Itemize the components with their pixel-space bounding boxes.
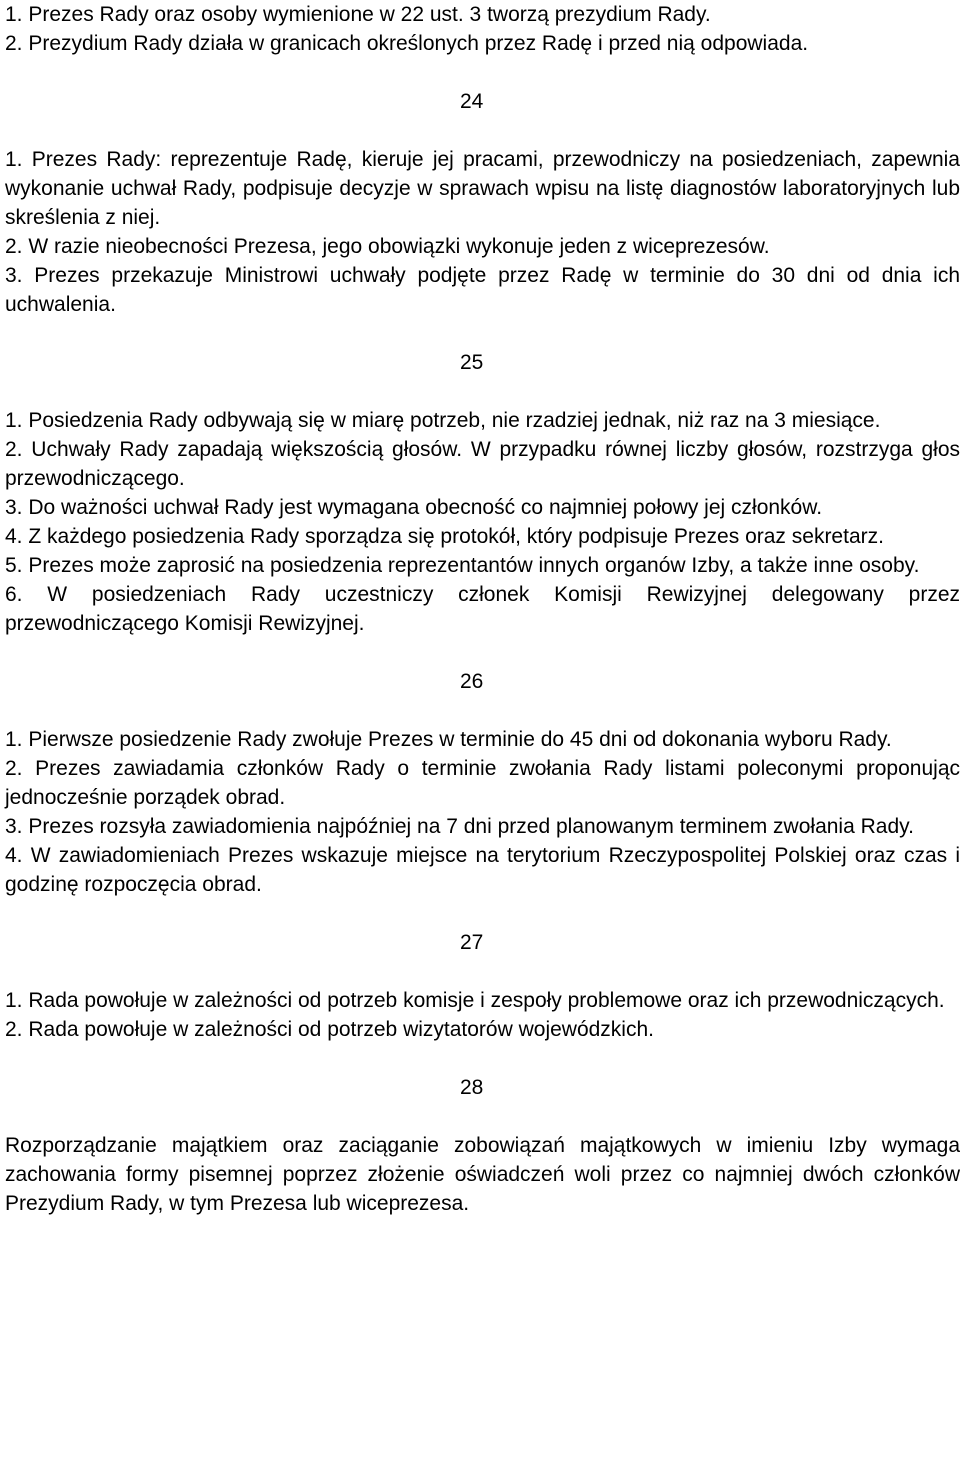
paragraph: 6. W posiedzeniach Rady uczestniczy członek Komisji Rewizyjnej delegowany przez przewodniczącego Komisji Rewizyjnej. [5,583,960,635]
paragraph: 2. W razie nieobecności Prezesa, jego obowiązki wykonuje jeden z wiceprezesów. [5,235,770,258]
paragraph: 4. W zawiadomieniach Prezes wskazuje miejsce na terytorium Rzeczypospolitej Polskiej oraz czas i godzinę rozpoczęcia obrad. [5,844,960,896]
section-24 [5,87,960,319]
paragraph: 2. Rada powołuje w zależności od potrzeb wizytatorów wojewódzkich. [5,1018,654,1041]
section-heading: 26 [460,670,484,693]
paragraph: 2. Uchwały Rady zapadają większością głosów. W przypadku równej liczby głosów, rozstrzyga głos przewodniczącego. [5,438,960,490]
paragraph: 3. Do ważności uchwał Rady jest wymagana obecność co najmniej połowy jej członków. [5,496,823,519]
document-page [5,0,960,1218]
paragraph: 2. Prezydium Rady działa w granicach określonych przez Radę i przed nią odpowiada. [5,32,809,55]
paragraph: 3. Prezes rozsyła zawiadomienia najpóźniej na 7 dni przed planowanym terminem zwołania Rady. [5,815,914,838]
paragraph: 1. Prezes Rady: reprezentuje Radę, kieruje jej pracami, przewodniczy na posiedzeniach, zapewnia wykonanie uchwał Rady, podpisuje decyzje w sprawach wpisu na listę diagnostów laboratoryjnych lub skreślenia z niej. [5,148,960,229]
section-heading: 24 [460,90,484,113]
paragraph: 1. Rada powołuje w zależności od potrzeb komisje i zespoły problemowe oraz ich przewodniczących. [5,989,945,1012]
paragraph: 1. Pierwsze posiedzenie Rady zwołuje Prezes w terminie do 45 dni od dokonania wyboru Rady. [5,728,892,751]
paragraph: Rozporządzanie majątkiem oraz zaciąganie zobowiązań majątkowych w imieniu Izby wymaga zachowania formy pisemnej poprzez złożenie oświadczeń woli przez co najmniej dwóch członków Prezydium Rady, w tym Prezesa lub wiceprezesa. [5,1134,960,1215]
continuation-block [5,0,960,58]
paragraph: 1. Prezes Rady oraz osoby wymienione w 22 ust. 3 tworzą prezydium Rady. [5,3,711,26]
section-27 [5,928,960,1044]
paragraph: 4. Z każdego posiedzenia Rady sporządza się protokół, który podpisuje Prezes oraz sekretarz. [5,525,884,548]
section-heading: 28 [460,1076,484,1099]
section-heading: 25 [460,351,484,374]
paragraph: 5. Prezes może zaprosić na posiedzenia reprezentantów innych organów Izby, a także inne osoby. [5,554,920,577]
section-26 [5,667,960,899]
paragraph: 1. Posiedzenia Rady odbywają się w miarę potrzeb, nie rzadziej jednak, niż raz na 3 miesiące. [5,409,881,432]
paragraph: 3. Prezes przekazuje Ministrowi uchwały podjęte przez Radę w terminie do 30 dni od dnia ich uchwalenia. [5,264,960,316]
section-25 [5,348,960,638]
paragraph: 2. Prezes zawiadamia członków Rady o terminie zwołania Rady listami poleconymi proponując jednocześnie porządek obrad. [5,757,960,809]
section-28 [5,1073,960,1218]
section-heading: 27 [460,931,484,954]
